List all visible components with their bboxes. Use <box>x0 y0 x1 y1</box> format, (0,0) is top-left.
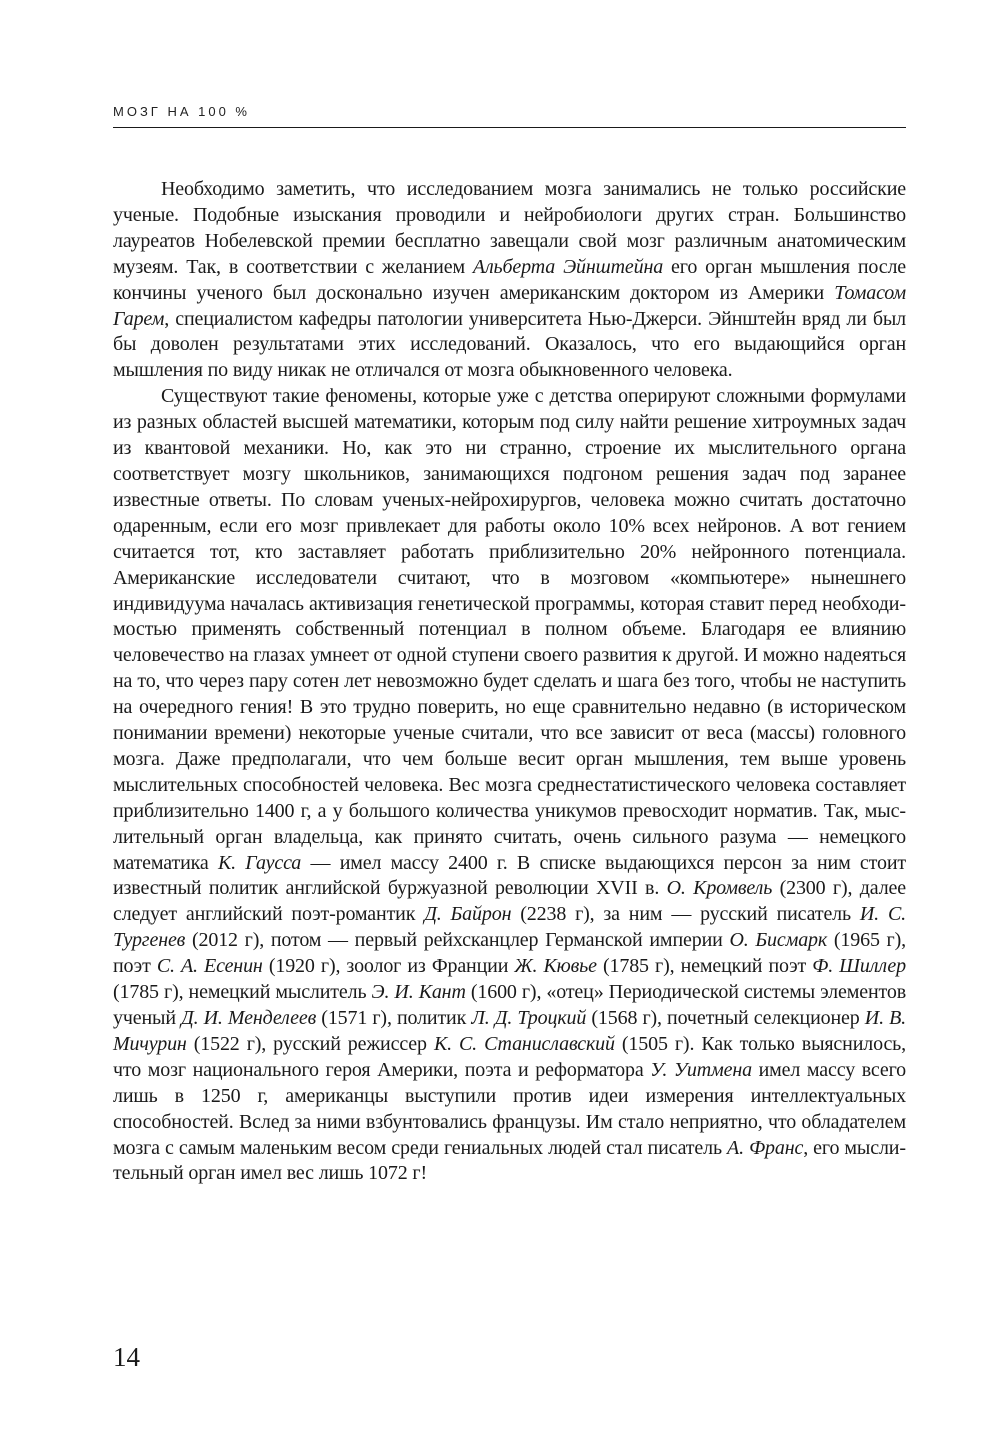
paragraph-2 <box>113 384 906 1187</box>
text-run: (1785 г), немецкий поэт <box>596 955 813 978</box>
italic-name: У. Уитмена <box>650 1058 752 1081</box>
text-run: (1965 г), поэт <box>113 929 906 978</box>
italic-name: И. С. Тургенев <box>113 903 906 952</box>
text-run: — имел массу 2400 г. В списке выдающихся персон за ним стоит известный политик английской буржуазной революции XVII в. <box>113 851 906 900</box>
italic-name: Альберта Эйнштейна <box>472 255 664 278</box>
italic-name: О. Бисмарк <box>729 929 828 952</box>
text-run: имел массу всего лишь в 1250 г, американцы выступили против идеи измерения интеллектуальных способностей. Вслед за ними взбунтовались французы. Им стало неприятно, что обладателем мозга с самым маленьким весом среди гениальных людей стал писатель <box>113 1058 907 1159</box>
italic-name: Ф. Шиллер <box>812 955 906 978</box>
italic-name: С. А. Есенин <box>156 955 263 978</box>
italic-name: И. В. Мичурин <box>113 1007 906 1055</box>
text-run: (1600 г), «отец» Периодической системы элементов ученый <box>113 981 906 1029</box>
page-number: 14 <box>113 1342 140 1372</box>
italic-name: Э. И. Кант <box>371 981 466 1004</box>
text-run: (1920 г), зоолог из Франции <box>262 955 515 978</box>
italic-name: Томасом Гарем <box>113 281 906 330</box>
text-run: (2300 г), далее следует английский поэт-романтик <box>113 877 906 926</box>
italic-name: О. Кромвель <box>666 877 773 900</box>
text-run: (1505 г). Как только выяснилось, что мозг национального героя Америки, поэта и реформатора <box>113 1032 906 1081</box>
italic-name: К. Гаусса <box>217 851 302 874</box>
italic-name: Д. И. Менделеев <box>181 1007 317 1029</box>
text-run: , его мыслительный орган имел вес лишь 1072 г! <box>113 1136 906 1185</box>
paragraph-1 <box>113 177 906 384</box>
italic-name: Д. Байрон <box>424 903 512 926</box>
header-rule <box>113 127 906 128</box>
text-run: (1568 г), почетный селекционер <box>586 1007 865 1029</box>
text-run: , специалистом кафедры патологии университета Нью-Джерси. Эйнштейн вряд ли был бы доволен результатами этих исследований. Оказалось, что его выдающийся орган мышления по виду никак не отличался от мозга обыкновенного человека. <box>113 307 906 382</box>
text-run: (1571 г), политик <box>316 1007 472 1029</box>
italic-name: К. С. Станиславский <box>433 1032 615 1055</box>
text-run: Необходимо заметить, что исследованием мозга занимались не только российские ученые. Подобные изыскания проводили и нейробиологи других стран. Большинство лауреатов Нобелевской премии бесплатно завещали свой мозг различным анатомическим музеям. Так, в соответствии с желанием <box>113 178 906 278</box>
italic-name: Ж. Кювье <box>514 955 597 978</box>
text-run: (2238 г), за ним — русский писатель <box>511 903 860 926</box>
text-run: (2012 г), потом — первый рейхсканцлер Германской империи <box>185 929 730 952</box>
text-run: Существуют такие феномены, которые уже с детства оперируют сложными формулами из разных областей высшей математики, которым под силу найти решение хитроумных задач из квантовой механики. Но, как это ни странно, строение их мыслительного органа соответствует мозгу школьников, занимающихся подгоном решения задач под заранее известные ответы. По словам ученых-нейрохирургов, человека можно считать достаточно одаренным, если его мозг привлекает для работы около 10% всех нейронов. А вот гением считается тот, кто заставляет работать приблизительно 20% нейронного потенциала. Американские исследователи считают, что в мозговом «компьютере» нынешнего индивидуума началась активизация генетической программы, которая ставит перед необходимостью применять собственный потенциал в полном объеме. Благодаря ее влиянию человечество на глазах умнеет от одной ступени своего развития к другой. И можно надеяться на то, что через пару сотен лет невозможно будет сделать и шага без того, чтобы не наступить на очередного гения! В это трудно поверить, но еще сравнительно недавно (в историческом понимании времени) некоторые ученые считали, что все зависит от веса (массы) головного мозга. Даже предполагали, что чем больше весит орган мышления, тем выше уровень мыслительных способностей человека. Вес мозга среднестатистического человека составляет приблизительно 1400 г, а у большого количества уникумов превосходит норматив. Так, мыслительный орган владельца, как принято считать, очень сильного разума — немецкого математика <box>113 385 906 874</box>
italic-name: Л. Д. Троцкий <box>471 1007 587 1029</box>
text-run: (1522 г), русский режиссер <box>186 1032 434 1055</box>
italic-name: А. Франс <box>727 1136 804 1159</box>
body-text <box>113 177 906 1187</box>
text-run: (1785 г), немецкий мыслитель <box>113 981 372 1004</box>
running-head: МОЗГ НА 100 % <box>113 104 250 119</box>
text-run: его орган мышления после кончины ученого был досконально изучен американским доктором из Америки <box>113 255 907 304</box>
